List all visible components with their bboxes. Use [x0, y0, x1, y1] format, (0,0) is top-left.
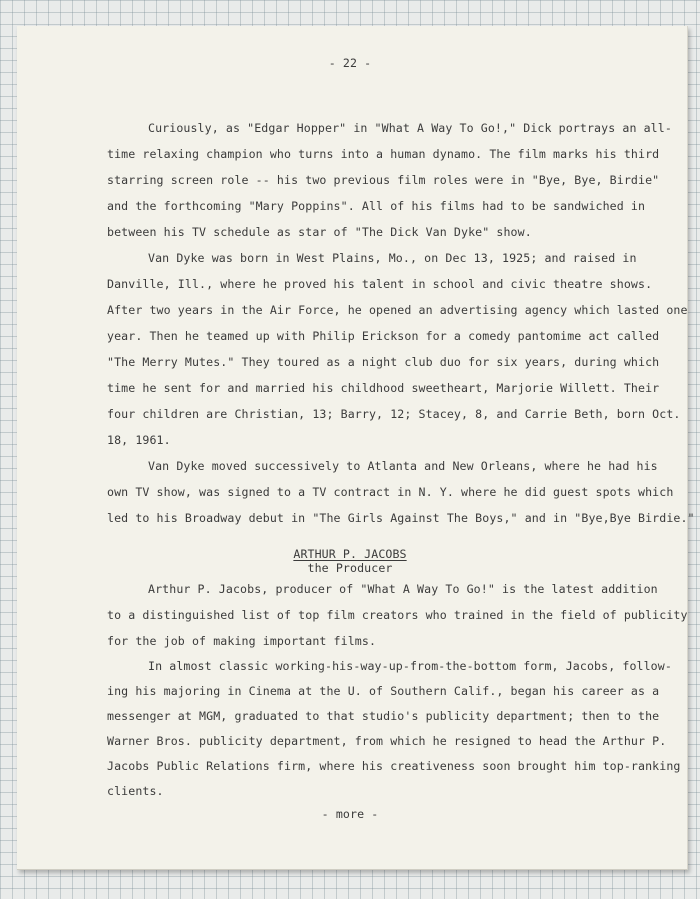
text-line: messenger at MGM, graduated to that studio's publicity department; then to the: [107, 709, 660, 723]
text-line: clients.: [107, 784, 164, 798]
text-line: Jacobs Public Relations firm, where his creativeness soon brought him top-ranking: [107, 759, 681, 773]
text-line: time relaxing champion who turns into a human dynamo. The film marks his third: [107, 147, 660, 161]
text-line: time he sent for and married his childhood sweetheart, Marjorie Willett. Their: [107, 381, 660, 395]
text-line: between his TV schedule as star of "The Dick Van Dyke" show.: [107, 225, 532, 239]
text-line: Warner Bros. publicity department, from which he resigned to head the Arthur P.: [107, 734, 667, 748]
text-line: Van Dyke was born in West Plains, Mo., on Dec 13, 1925; and raised in: [148, 251, 637, 265]
text-line: "The Merry Mutes." They toured as a night club duo for six years, during which: [107, 355, 660, 369]
continued-marker: - more -: [321, 807, 379, 821]
text-line: for the job of making important films.: [107, 634, 377, 648]
section-title: ARTHUR P. JACOBS: [293, 547, 407, 561]
text-line: Van Dyke moved successively to Atlanta and New Orleans, where he had his: [148, 459, 658, 473]
text-line: and the forthcoming "Mary Poppins". All of his films had to be sandwiched in: [107, 199, 646, 213]
text-line: In almost classic working-his-way-up-from-the-bottom form, Jacobs, follow-: [148, 659, 672, 673]
text-line: 18, 1961.: [107, 433, 171, 447]
text-line: year. Then he teamed up with Philip Erickson for a comedy pantomime act called: [107, 329, 660, 343]
text-line: own TV show, was signed to a TV contract in N. Y. where he did guest spots which: [107, 485, 674, 499]
text-line: After two years in the Air Force, he opened an advertising agency which lasted one: [107, 303, 688, 317]
text-line: led to his Broadway debut in "The Girls Against The Boys," and in "Bye,Bye Birdie.": [107, 511, 695, 525]
section-subtitle: the Producer: [307, 561, 393, 575]
text-line: four children are Christian, 13; Barry, 12; Stacey, 8, and Carrie Beth, born Oct.: [107, 407, 681, 421]
text-line: starring screen role -- his two previous film roles were in "Bye, Bye, Birdie": [107, 173, 660, 187]
text-line: Danville, Ill., where he proved his talent in school and civic theatre shows.: [107, 277, 653, 291]
text-line: ing his majoring in Cinema at the U. of Southern Calif., began his career as a: [107, 684, 660, 698]
text-line: to a distinguished list of top film creators who trained in the field of publicity: [107, 608, 688, 622]
text-line: Curiously, as "Edgar Hopper" in "What A Way To Go!," Dick portrays an all-: [148, 121, 672, 135]
text-line: Arthur P. Jacobs, producer of "What A Way To Go!" is the latest addition: [148, 582, 658, 596]
page-number: - 22 -: [328, 56, 372, 70]
